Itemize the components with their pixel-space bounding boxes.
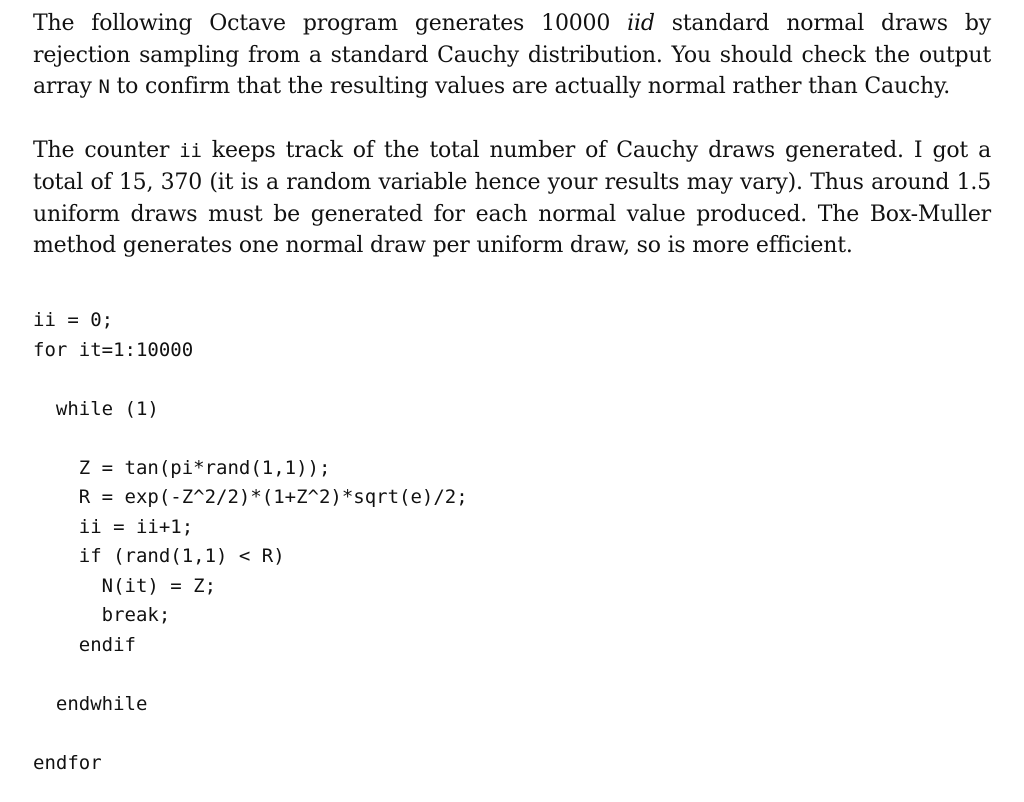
code-line: ii = ii+1; [33,515,194,538]
code-line [33,365,468,395]
octave-code-block [33,306,468,778]
intro-text-1: The following Octave program generates 10000 [33,11,628,36]
code-line: N(it) = Z; [33,574,217,597]
code-line: ii = 0; [33,309,114,331]
intro-paragraph [33,8,991,104]
code-line [33,424,468,454]
code-line: endwhile [33,692,148,715]
code-line: break; [33,604,171,626]
code-line: while (1) [33,397,159,420]
document-body [33,8,991,262]
output-array-name: N [98,76,110,98]
iid-term: iid [627,11,655,36]
code-line [33,719,468,749]
code-line: for it=1:10000 [33,338,194,361]
code-line [33,660,468,690]
code-line: endif [33,633,136,656]
intro-text-3: to confirm that the resulting values are actually normal rather than Cauchy. [109,74,951,99]
counter-paragraph [33,135,991,262]
counter-variable-name: ii [179,139,202,162]
code-line: R = exp(-Z^2/2)*(1+Z^2)*sqrt(e)/2; [33,486,468,508]
intro-text-2: standard normal draws by rejection sampling from a standard Cauchy distribution. You should check the output array [33,11,992,99]
code-line: Z = tan(pi*rand(1,1)); [33,456,331,479]
code-line: endfor [33,751,102,774]
counter-text-2: keeps track of the total number of Cauchy draws generated. I got a total of 15, 370 (it is a random variable hence your results may vary). Thus around 1.5 uniform draws must be generated for each normal value produced. The Box-Muller method generates one normal draw per uniform draw, so is more efficient. [33,137,991,258]
code-line: if (rand(1,1) < R) [33,545,285,567]
counter-text-1: The counter [33,137,180,163]
